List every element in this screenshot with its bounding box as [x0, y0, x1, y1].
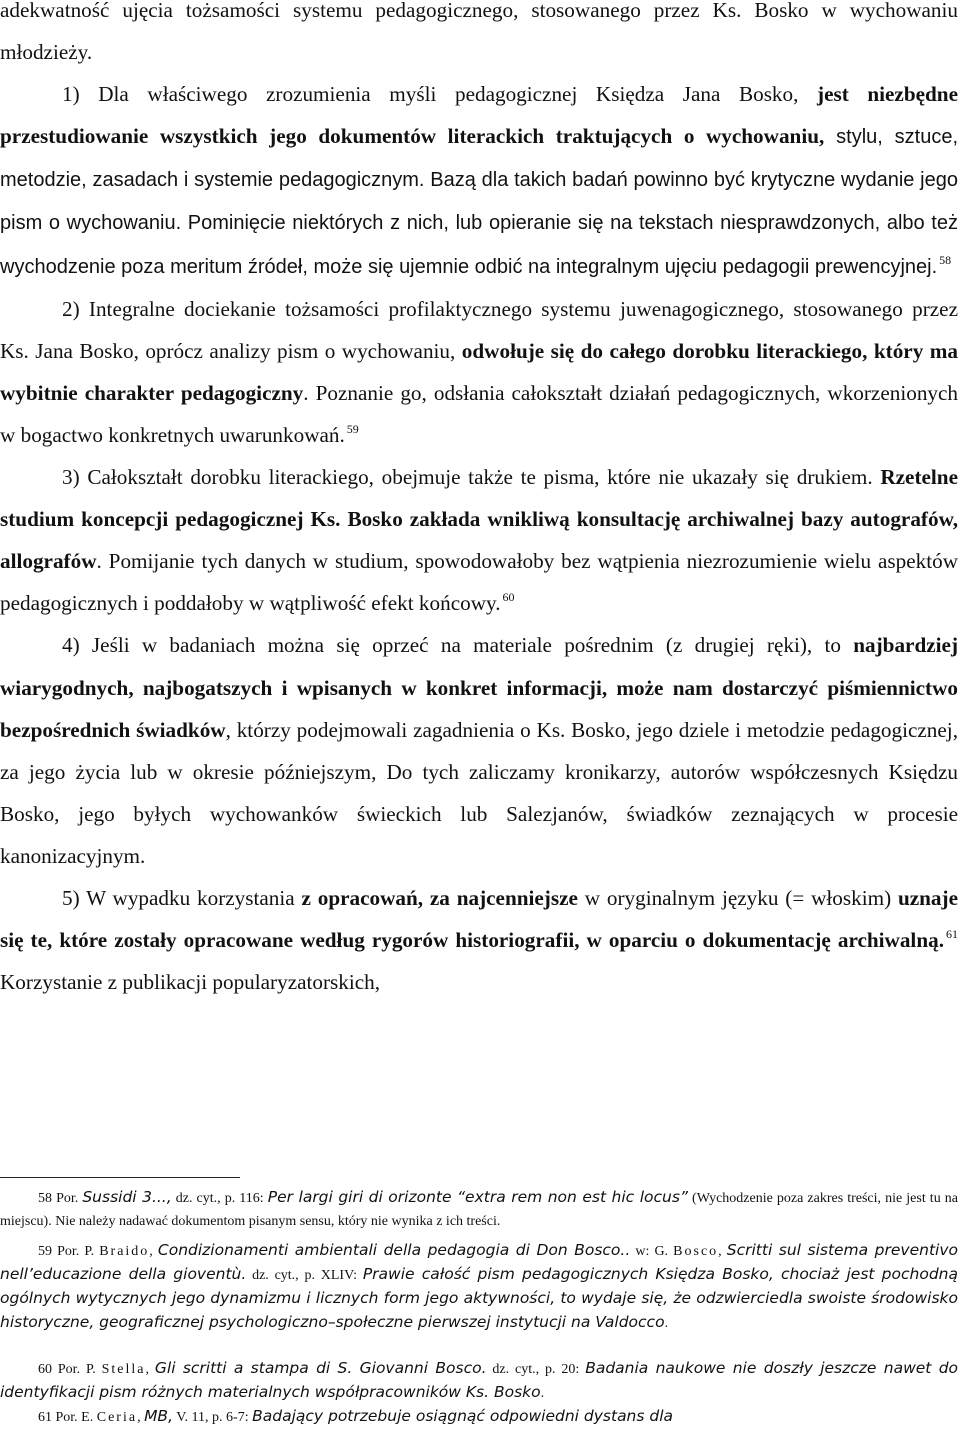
footnote-59 [0, 1239, 958, 1335]
paragraph-3 [0, 456, 958, 624]
footnote-text: dz. cyt., p. 116: [171, 1191, 268, 1206]
footnote-italic: Scritti sul sistema preventivo nell’educazione della gioventù. [0, 1241, 958, 1283]
footnote-text: dz. cyt., p. XLIV: [246, 1268, 363, 1283]
paragraph-2 [0, 288, 958, 456]
text-run: 4) Jeśli w badaniach można się oprzeć na materiale pośrednim (z drugiej ręki), to [62, 633, 854, 658]
bold-run: Rzetelne studium koncepcji pedagogicznej Ks. Bosko zakłada wnikliwą konsultację archiwalnej bazy autografów, allografów [0, 465, 958, 574]
footnote-italic: Badający potrzebuje osiągnąć odpowiedni dystans dla [252, 1407, 674, 1425]
footnote-text: . [664, 1316, 669, 1331]
text-run: stylu, sztuce, metodzie, zasadach i systemie pedagogicznym. Bazą dla takich badań powinno być krytyczne wydanie jego pism o wychowaniu. [0, 126, 959, 235]
footnote-61 [0, 1405, 958, 1429]
text-run: Pominięcie niektórych z nich, lub opieranie się na tekstach niesprawdzonych, albo też wychodzenie poza meritum źródeł, może się ujemnie odbić na integralnym ujęciu pedagogii prewencyjnej. [0, 212, 958, 278]
paragraph-4 [0, 624, 958, 877]
footnote-author: Bosco [673, 1244, 719, 1259]
footnote-italic: Sussidi 3..., [82, 1188, 172, 1206]
bold-run: z opracowań, za najcenniejsze [301, 885, 578, 910]
footnote-author: Ceria [96, 1410, 138, 1425]
text-run: w oryginalnym języku (= włoskim) [577, 885, 898, 910]
footnote-italic: Gli scritti a stampa di S. Giovanni Bosco. [154, 1359, 487, 1377]
footnote-text: w: G. [630, 1244, 674, 1259]
footnote-60 [0, 1357, 958, 1405]
text-run: 5) W wypadku korzystania [62, 885, 302, 910]
footnote-ref-58[interactable]: 58 [939, 252, 952, 267]
footnote-text: . [540, 1386, 545, 1401]
paragraph-intro [0, 0, 958, 73]
footnote-ref-60[interactable]: 60 [502, 590, 515, 605]
footnote-number: 61 [38, 1410, 52, 1425]
footnote-number: 58 [38, 1191, 52, 1206]
footnote-text: , [718, 1244, 727, 1259]
footnote-text: (Wychodzenie poza zakres treści, nie jest tu na miejscu). Nie należy nadawać dokumentom pisanym sensu, który nie wynika z ich treści. [0, 1191, 958, 1229]
footnote-58 [0, 1186, 958, 1233]
footnote-italic: MB, [144, 1407, 173, 1425]
footnote-author: Braido [99, 1244, 150, 1259]
footnote-italic: Condizionamenti ambientali della pedagogia di Don Bosco.. [157, 1241, 631, 1259]
footnote-italic: Badania naukowe nie doszły jeszcze nawet do identyfikacji pism różnych materialnych współpracowników Ks. Bosko [0, 1359, 959, 1401]
footnote-number: 60 [38, 1362, 52, 1377]
footnote-text: Por. E. [52, 1410, 97, 1425]
text-run: , którzy podejmowali zagadnienia o Ks. Bosko, jego dziele i metodzie pedagogicznej, za jego życia lub w okresie późniejszym, Do tych zaliczamy kronikarzy, autorów współczesnych Księdzu Bosko, jego byłych wychowanków świeckich lub Salezjanów, świadków zeznających w procesie kanonizacyjnym. [0, 717, 958, 868]
text-run: 1) Dla właściwego zrozumienia myśli pedagogicznej Księdza Jana Bosko, [62, 82, 818, 107]
footnote-ref-59[interactable]: 59 [346, 421, 359, 436]
footnote-text: Por. [52, 1191, 83, 1206]
text-run: . Pomijanie tych danych w studium, spowodowałoby bez wątpienia niezrozumienie wielu aspektów pedagogicznych i poddałoby w wątpliwość efekt końcowy. [0, 549, 958, 616]
bold-run: uznaje się te, które zostały opracowane według rygorów historiografii, w oparciu o dokumentację archiwalną. [0, 885, 958, 953]
footnote-text: Por. P. [52, 1244, 100, 1259]
footnote-author: Stella [101, 1362, 146, 1377]
paragraph-1 [0, 73, 958, 287]
footnote-text: , [149, 1244, 158, 1259]
footnote-text: Por. P. [52, 1362, 102, 1377]
footnote-text: , [137, 1410, 145, 1425]
text-run: 3) Całokształt dorobku literackiego, obejmuje także te pisma, które nie ukazały się drukiem. [62, 465, 881, 490]
footnote-text: , [145, 1362, 155, 1377]
bold-run: jest niezbędne przestudiowanie wszystkich jego dokumentów literackich traktujących o wychowaniu, [0, 82, 958, 149]
footnote-separator [0, 1177, 240, 1178]
text-run: Korzystanie z publikacji popularyzatorskich, [0, 970, 381, 995]
text-run: 2) Integralne dociekanie tożsamości profilaktycznego systemu juwenagogicznego, stosowanego przez Ks. Jana Bosko, oprócz analizy pism o wychowaniu, [0, 296, 958, 363]
footnote-italic: Prawie całość pism pedagogicznych Księdza Bosko, chociaż jest pochodną ogólnych wytycznych jego dynamizmu i licznych form jego aktywności, to wydaje się, że odzwierciedla swoiste środowisko historyczne, geograficznej psychologiczno–społeczne pierwszej instytucji na Valdocco [0, 1265, 958, 1331]
bold-run: najbardziej wiarygodnych, najbogatszych i wpisanych w konkret informacji, może nam dostarczyć piśmiennictwo bezpośrednich świadków [0, 633, 958, 742]
bold-run: odwołuje się do całego dorobku literackiego, który ma wybitnie charakter pedagogiczny [0, 338, 958, 405]
footnote-text: V. 11, p. 6-7: [173, 1410, 253, 1425]
text-run: adekwatność ujęcia tożsamości systemu pedagogicznego, stosowanego przez Ks. Bosko w wychowaniu młodzieży. [0, 0, 958, 65]
footnote-text: dz. cyt., p. 20: [486, 1362, 586, 1377]
text-run: . Poznanie go, odsłania całokształt działań pedagogicznych, wkorzenionych w bogactwo konkretnych uwarunkowań. [0, 380, 959, 447]
footnote-ref-61[interactable]: 61 [946, 927, 958, 942]
footnote-number: 59 [38, 1244, 52, 1259]
footnote-italic: Per largi giri di orizonte “extra rem non est hic locus” [267, 1188, 688, 1206]
paragraph-5 [0, 877, 958, 1003]
